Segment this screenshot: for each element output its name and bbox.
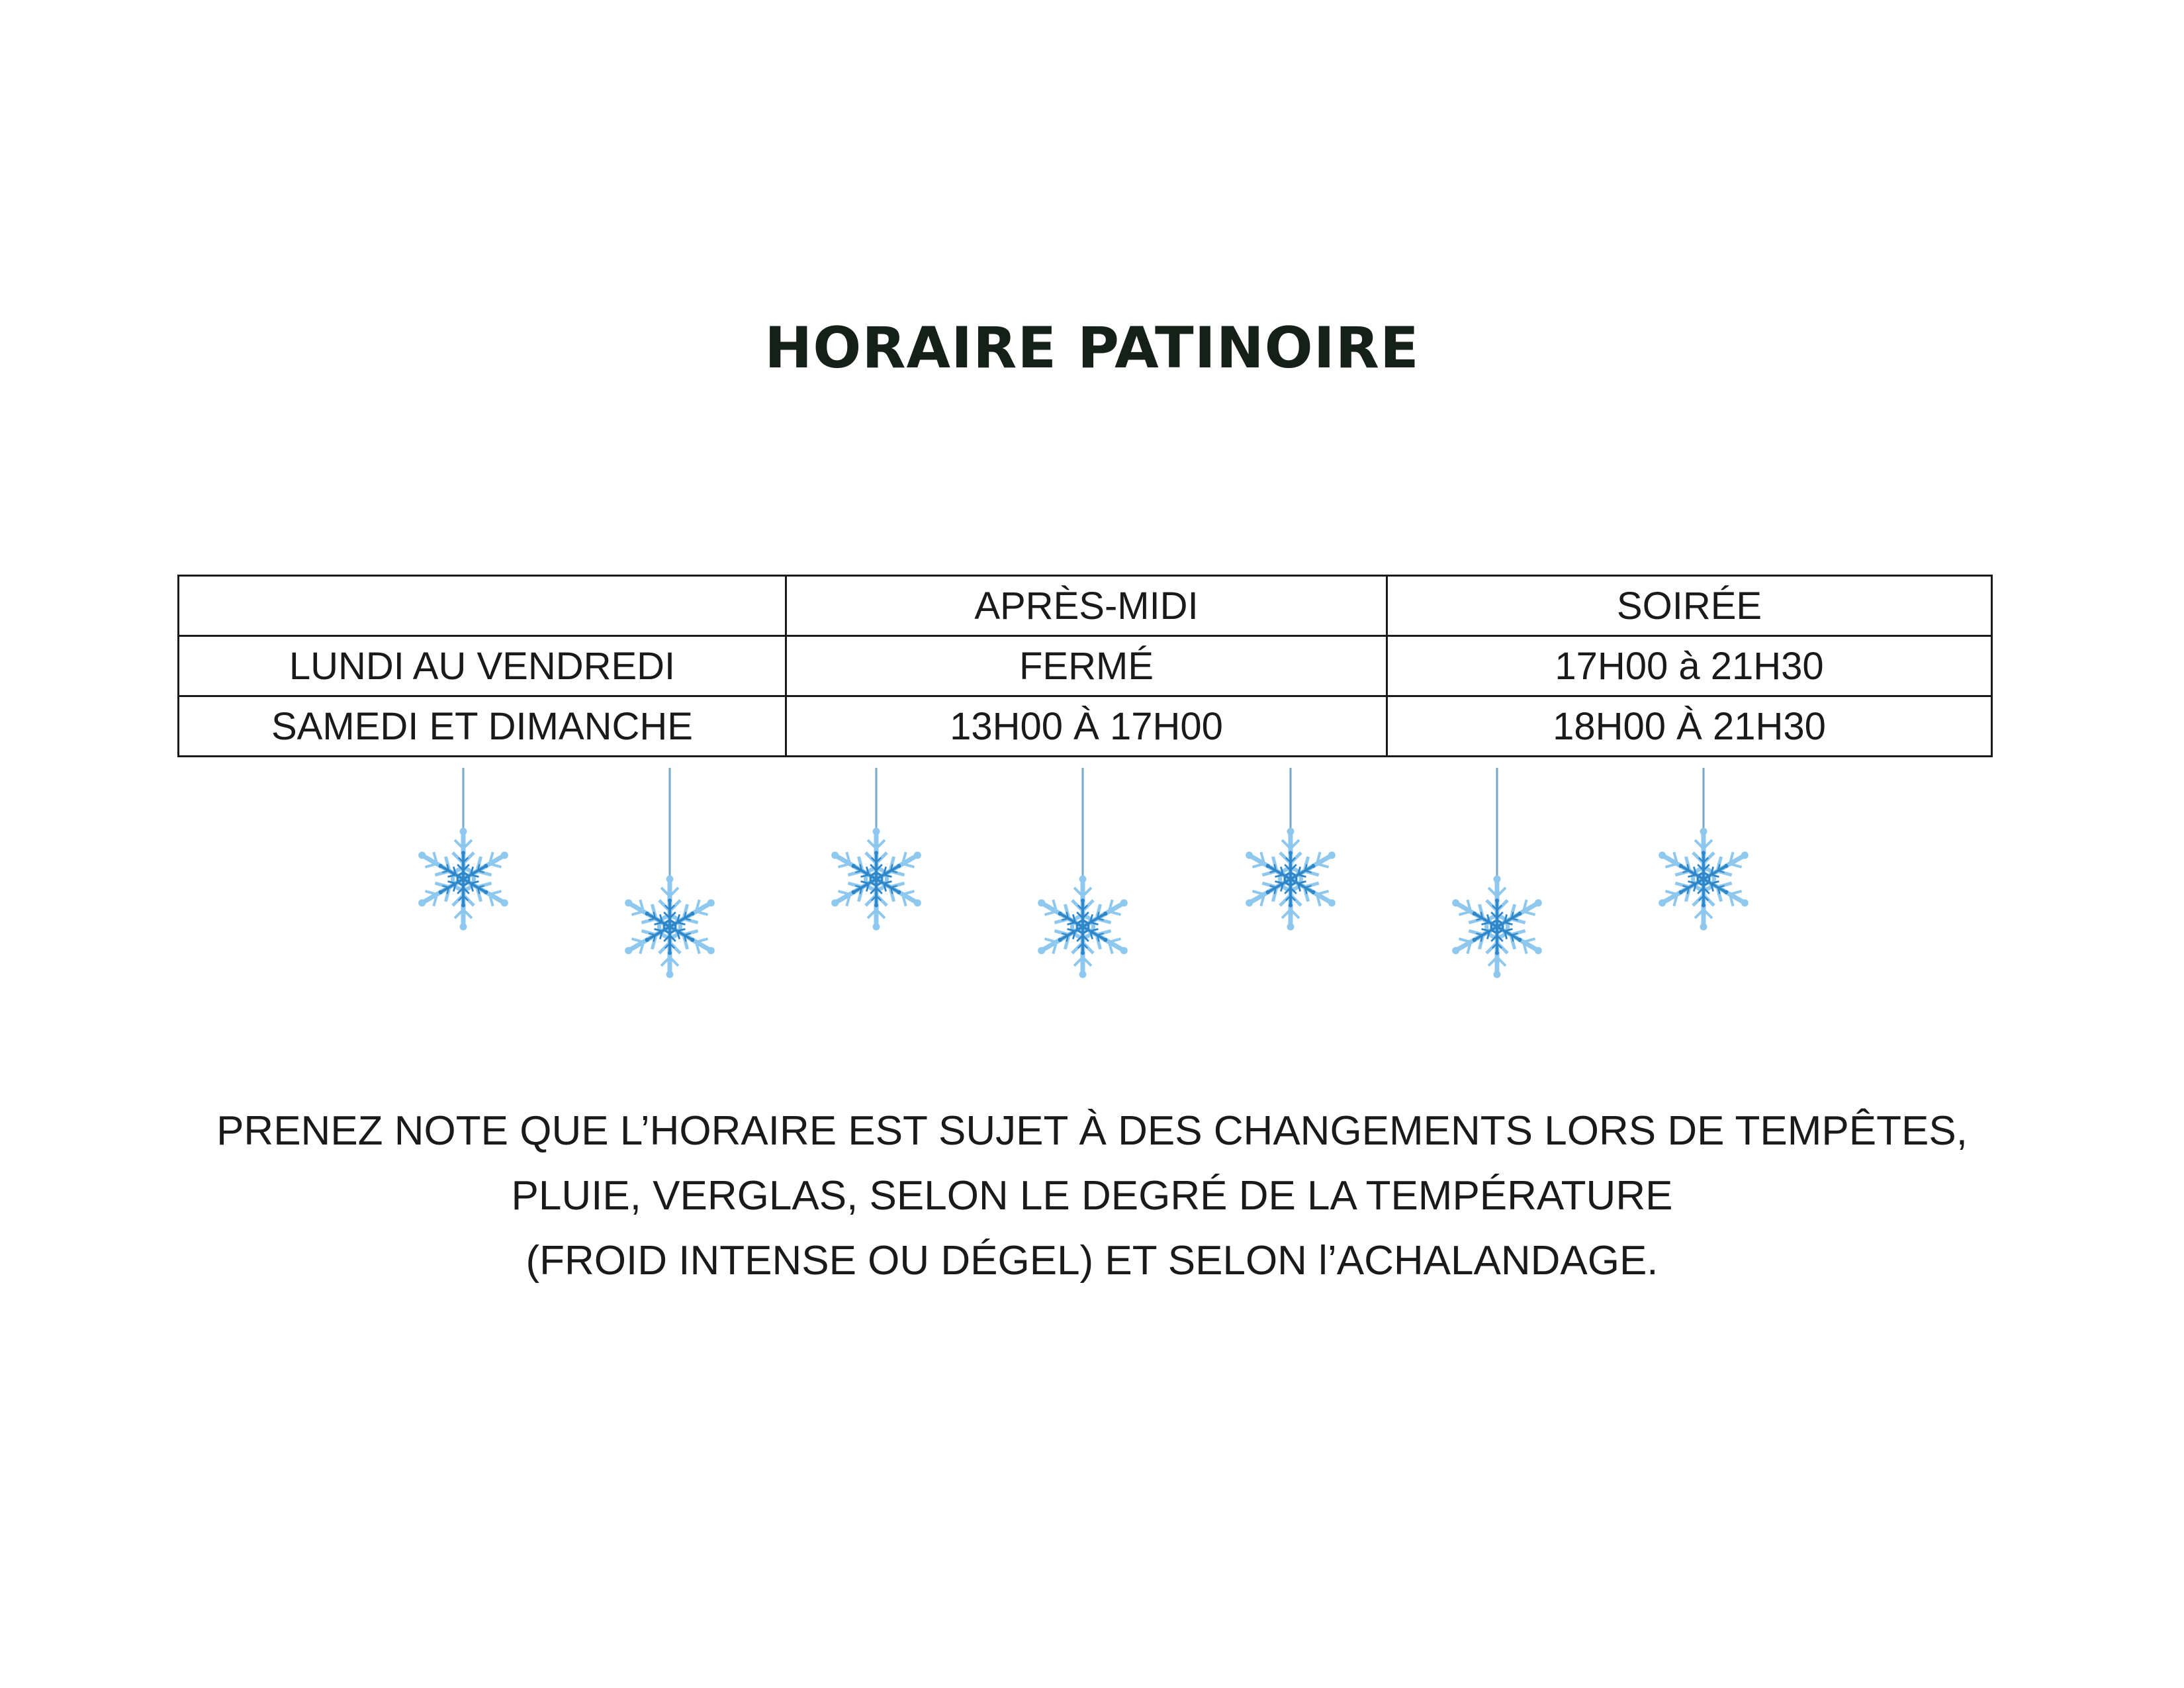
page-title: HORAIRE PATINOIRE xyxy=(764,314,1420,381)
row-evening-hours: 17H00 à 21H30 xyxy=(1387,636,1992,696)
hanging-snowflake-icon xyxy=(414,768,512,930)
header-cell-evening: SOIRÉE xyxy=(1387,576,1992,636)
notice-line: (FROID INTENSE OU DÉGEL) ET SELON l’ACHALANDAGE. xyxy=(525,1238,1659,1284)
row-afternoon-hours: 13H00 À 17H00 xyxy=(786,696,1387,757)
row-evening-hours: 18H00 À 21H30 xyxy=(1387,696,1992,757)
notice-line: PLUIE, VERGLAS, SELON LE DEGRÉ DE LA TEMPÉRATURE xyxy=(511,1173,1673,1219)
hanging-snowflake-icon xyxy=(620,768,719,978)
hanging-snowflake-icon xyxy=(1033,768,1132,978)
table-header-row xyxy=(179,576,1992,636)
row-afternoon-hours: FERMÉ xyxy=(786,636,1387,696)
row-day-label: LUNDI AU VENDREDI xyxy=(179,636,786,696)
schedule-notice xyxy=(0,1099,2184,1293)
hanging-snowflake-icon xyxy=(1447,768,1546,978)
table-row xyxy=(179,696,1992,757)
snowflake-decoration xyxy=(0,768,2184,1019)
table-row xyxy=(179,636,1992,696)
notice-line: PRENEZ NOTE QUE L’HORAIRE EST SUJET À DES CHANGEMENTS LORS DE TEMPÊTES, xyxy=(216,1108,1968,1154)
hanging-snowflake-icon xyxy=(1654,768,1752,930)
schedule-table xyxy=(177,575,1993,757)
hanging-snowflake-icon xyxy=(1241,768,1340,930)
header-cell-afternoon: APRÈS-MIDI xyxy=(786,576,1387,636)
header-cell-empty xyxy=(179,576,786,636)
row-day-label: SAMEDI ET DIMANCHE xyxy=(179,696,786,757)
hanging-snowflake-icon xyxy=(827,768,925,930)
